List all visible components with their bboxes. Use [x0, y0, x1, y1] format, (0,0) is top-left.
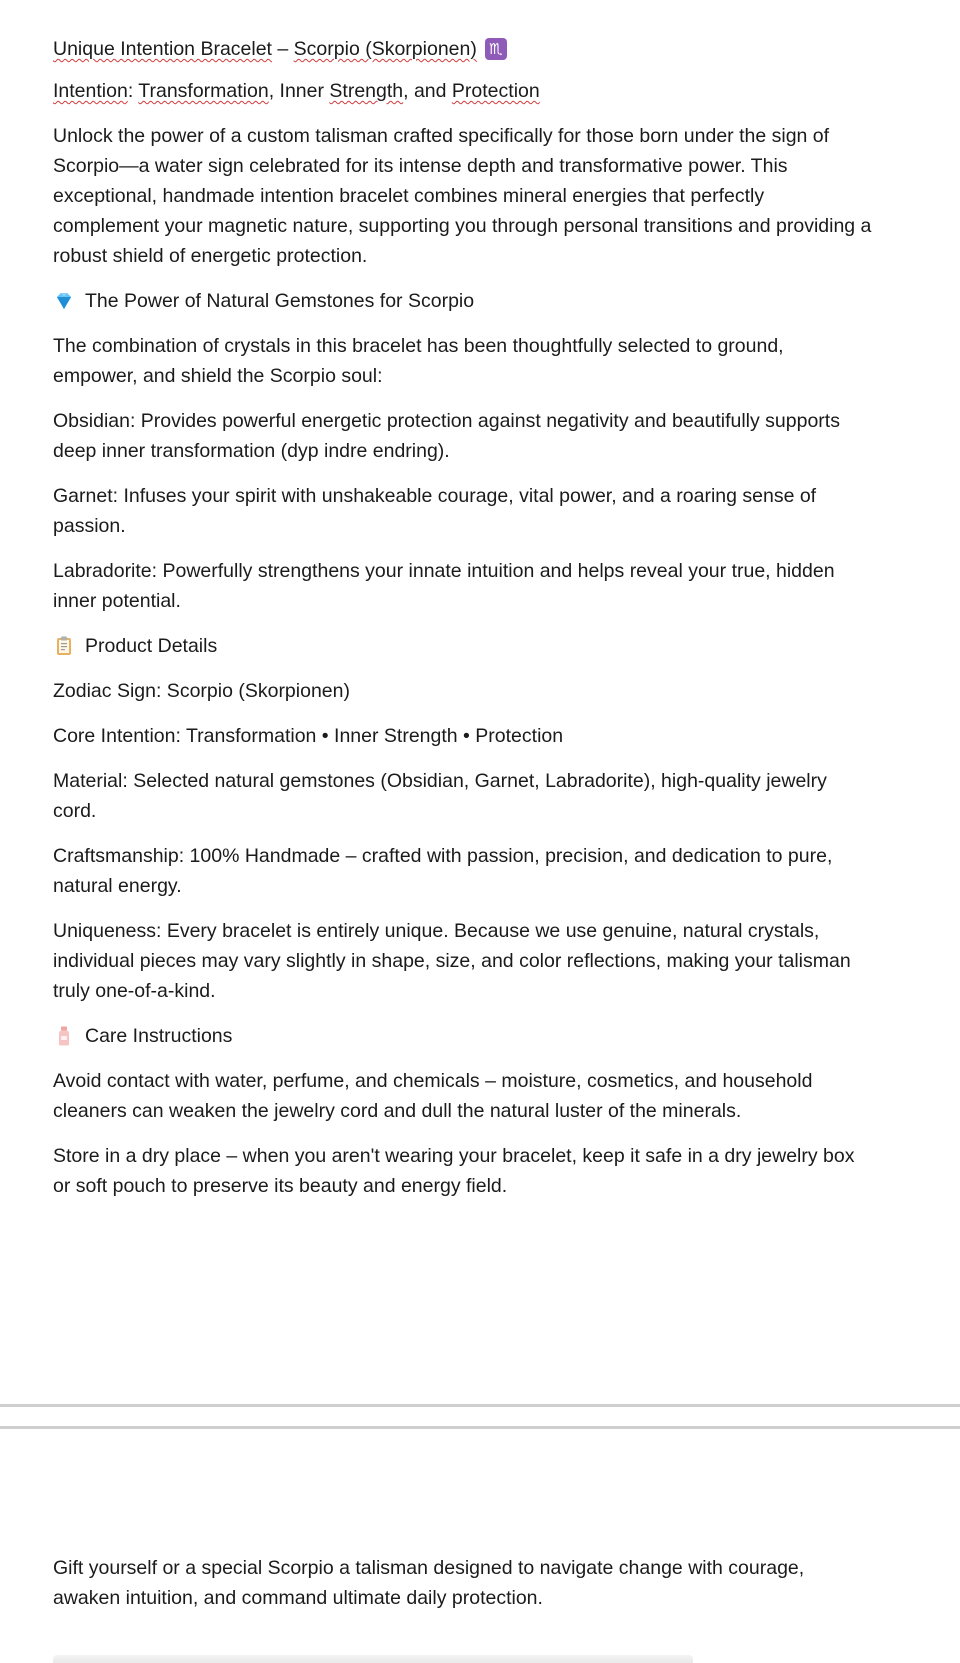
detail-item-material[interactable]: Material: Selected natural gemstones (Obsidian, Garnet, Labradorite), high-quality jewelry cord. — [53, 770, 827, 822]
care-heading[interactable] — [53, 1021, 873, 1051]
intention-word-1: Transformation — [138, 80, 269, 102]
intention-line[interactable] — [53, 76, 873, 106]
intention-sep: : — [127, 80, 139, 102]
scorpio-zodiac-icon: ♏ — [485, 38, 507, 60]
gemstones-intro[interactable]: The combination of crystals in this bracelet has been thoughtfully selected to ground, empower, and shield the Scorpio soul: — [53, 335, 784, 387]
care-item-store[interactable]: Store in a dry place – when you aren't wearing your bracelet, keep it safe in a dry jewelry box or soft pouch to preserve its beauty and energy field. — [53, 1145, 855, 1197]
title-part-sign: Scorpio (Skorpionen) — [293, 38, 477, 60]
gemstone-item-garnet[interactable]: Garnet: Infuses your spirit with unshakeable courage, vital power, and a roaring sense of passion. — [53, 485, 817, 537]
care-item-avoid[interactable]: Avoid contact with water, perfume, and chemicals – moisture, cosmetics, and household cleaners can weaken the jewelry cord and dull the natural luster of the minerals. — [53, 1070, 813, 1122]
detail-item-uniqueness[interactable]: Uniqueness: Every bracelet is entirely unique. Because we use genuine, natural crystals, individual pieces may vary slightly in shape, size, and color reflections, making your talisman truly one-of-a-kind. — [53, 920, 851, 1002]
gemstones-heading-text: The Power of Natural Gemstones for Scorpio — [85, 290, 475, 312]
detail-item-intention[interactable]: Core Intention: Transformation • Inner Strength • Protection — [53, 725, 564, 747]
gemstones-heading[interactable] — [53, 286, 873, 316]
title-part-name: Unique Intention Bracelet — [53, 38, 272, 60]
gemstone-item-labradorite[interactable]: Labradorite: Powerfully strengthens your innate intuition and helps reveal your true, hidden inner potential. — [53, 560, 835, 612]
closing-paragraph[interactable]: Gift yourself or a special Scorpio a talisman designed to navigate change with courage, awaken intuition, and command ultimate daily protection. — [53, 1557, 805, 1609]
section-divider-bottom — [0, 1426, 960, 1429]
care-heading-text: Care Instructions — [85, 1025, 233, 1047]
intention-sep-3: , and — [403, 80, 452, 102]
intention-word-2: Strength — [329, 80, 404, 102]
intention-label: Intention — [53, 80, 128, 102]
product-title[interactable] — [53, 32, 873, 66]
detail-item-craftsmanship[interactable]: Craftsmanship: 100% Handmade – crafted with passion, precision, and dedication to pure, natural energy. — [53, 845, 833, 897]
section-divider-top — [0, 1404, 960, 1407]
title-part-dash: – — [271, 38, 294, 60]
lotion-bottle-icon — [53, 1025, 75, 1047]
clipboard-icon — [53, 635, 75, 657]
intention-word-3: Protection — [451, 80, 540, 102]
gem-icon — [53, 290, 75, 312]
detail-item-zodiac[interactable]: Zodiac Sign: Scorpio (Skorpionen) — [53, 680, 350, 702]
intro-paragraph[interactable]: Unlock the power of a custom talisman crafted specifically for those born under the sign of Scorpio—a water sign celebrated for its intense depth and transformative power. This exceptional, handmade intention bracelet combines mineral energies that perfectly complement your magnetic nature, supporting you through personal transitions and providing a robust shield of energetic protection. — [53, 125, 872, 267]
details-heading[interactable] — [53, 631, 873, 661]
document-content — [53, 32, 873, 1201]
intention-sep-2: , Inner — [268, 80, 330, 102]
gemstone-item-obsidian[interactable]: Obsidian: Provides powerful energetic protection against negativity and beautifully supports deep inner transformation (dyp indre endring). — [53, 410, 840, 462]
details-heading-text: Product Details — [85, 635, 218, 657]
